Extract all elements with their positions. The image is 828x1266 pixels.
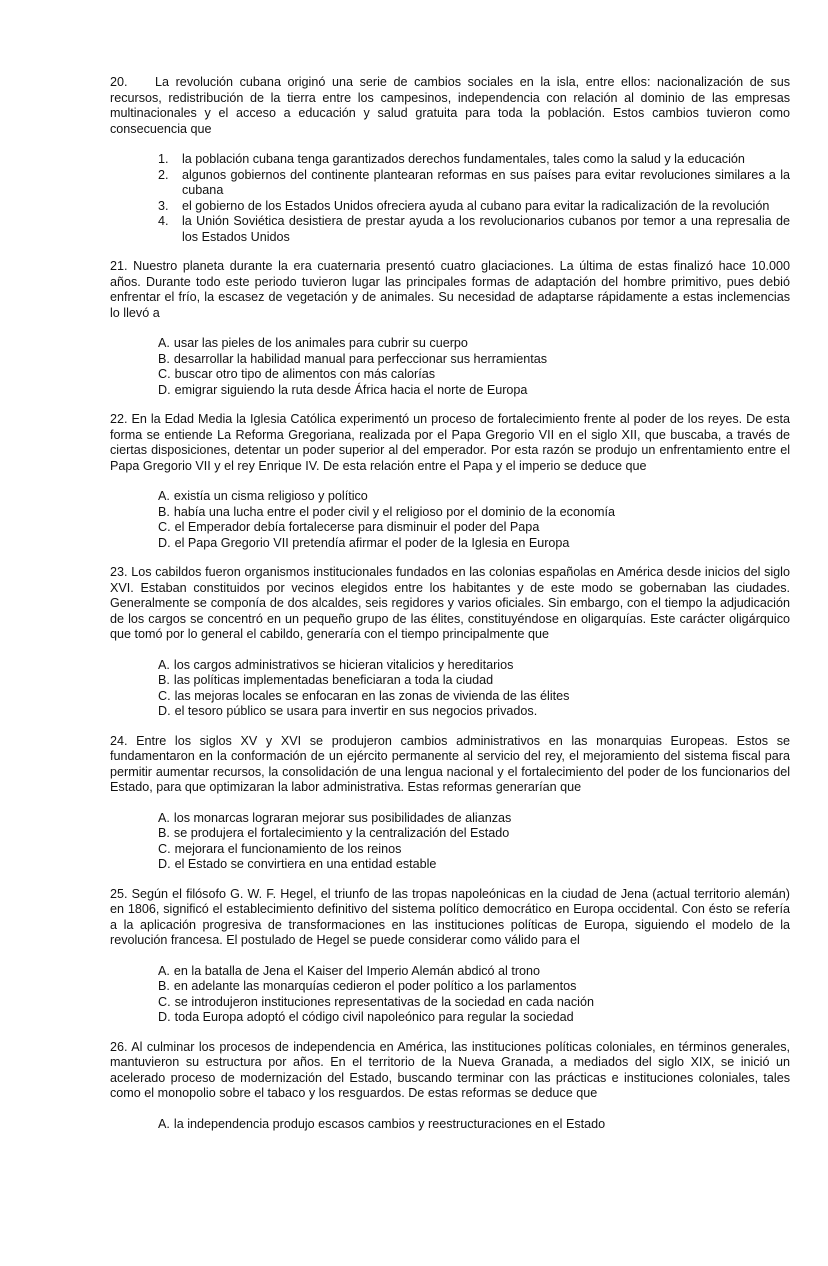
answer-option bbox=[110, 964, 790, 980]
question-text: Según el filósofo G. W. F. Hegel, el triunfo de las tropas napoleónicas en la ciudad de Jena (actual territorio alemán) en 1806, significó el establecimiento definitivo del sistema político democrático en Europa occidental. Con ésto se refería a la aplicación progresiva de transformaciones en las instituciones políticas de Europa, siguiendo el modelo de la revolución francesa. El postulado de Hegel se puede considerar como válido para el bbox=[110, 886, 790, 947]
option-text: toda Europa adoptó el código civil napoleónico para regular la sociedad bbox=[174, 1010, 574, 1024]
answer-option bbox=[110, 489, 790, 505]
option-label: C. bbox=[158, 688, 171, 703]
option-text: las mejoras locales se enfocaran en las zonas de vivienda de las élites bbox=[174, 688, 570, 703]
answer-option bbox=[110, 811, 790, 827]
answer-option bbox=[110, 168, 790, 199]
question-stem bbox=[110, 565, 790, 643]
answer-option bbox=[110, 1117, 790, 1133]
question-text: Entre los siglos XV y XVI se produjeron cambios administrativos en las monarquias Europeas. Estos se fundamentaron en la conformación de un ejército permanente al servicio del rey, el mejoramiento del sistema fiscal para permitir aumentar recursos, la consolidación de una lengua nacional y el fortalecimiento del poder de los funcionarios del Estado, para que optimizaran la labor administrativa. Estas reformas generarían que bbox=[110, 733, 790, 794]
question-number: 20. bbox=[110, 75, 128, 89]
option-text: buscar otro tipo de alimentos con más calorías bbox=[174, 367, 435, 381]
question-23 bbox=[110, 565, 790, 720]
option-text: la Unión Soviética desistiera de prestar ayuda a los revolucionarios cubanos por temor a una represalia de los Estados Unidos bbox=[182, 214, 790, 244]
answer-options bbox=[110, 489, 790, 551]
option-text: se produjera el fortalecimiento y la centralización del Estado bbox=[173, 826, 510, 840]
option-text: el gobierno de los Estados Unidos ofreciera ayuda al cubano para evitar la radicalización de la revolución bbox=[182, 198, 770, 213]
option-text: mejorara el funcionamiento de los reinos bbox=[174, 841, 402, 856]
question-stem bbox=[110, 259, 790, 321]
option-text: en adelante las monarquías cedieron el poder político a los parlamentos bbox=[173, 979, 577, 993]
option-label: D. bbox=[158, 857, 171, 871]
option-label: B. bbox=[158, 673, 170, 687]
answer-options bbox=[110, 658, 790, 720]
question-24 bbox=[110, 734, 790, 873]
option-text: los cargos administrativos se hicieran vitalicios y hereditarios bbox=[173, 657, 514, 672]
option-text: el Estado se convirtiera en una entidad estable bbox=[174, 857, 437, 871]
question-number: 25. bbox=[110, 886, 128, 901]
option-label: B. bbox=[158, 826, 170, 840]
question-text: La revolución cubana originó una serie de cambios sociales en la isla, entre ellos: nacionalización de sus recursos, redistribución de la tierra entre los campesinos, independencia con relación al dominio de las empresas multinacionales y el acceso a educación y salud gratuita para toda la población. Estos cambios tuvieron como consecuencia que bbox=[110, 75, 790, 136]
option-label: 3. bbox=[158, 198, 169, 213]
option-label: C. bbox=[158, 994, 171, 1009]
option-label: A. bbox=[158, 963, 170, 978]
option-text: la población cubana tenga garantizados derechos fundamentales, tales como la salud y la educación bbox=[182, 152, 745, 166]
question-stem bbox=[110, 1040, 790, 1102]
answer-option bbox=[110, 214, 790, 245]
option-text: existía un cisma religioso y político bbox=[173, 489, 368, 503]
option-text: la independencia produjo escasos cambios y reestructuraciones en el Estado bbox=[173, 1116, 606, 1131]
answer-option bbox=[110, 383, 790, 399]
question-20 bbox=[110, 75, 790, 245]
option-text: había una lucha entre el poder civil y el religioso por el dominio de la economía bbox=[173, 504, 615, 519]
option-label: D. bbox=[158, 535, 171, 550]
option-text: emigrar siguiendo la ruta desde África hacia el norte de Europa bbox=[174, 382, 528, 397]
answer-options bbox=[110, 964, 790, 1026]
option-label: 2. bbox=[158, 167, 169, 182]
answer-options bbox=[110, 152, 790, 245]
option-text: las políticas implementadas beneficiaran a toda la ciudad bbox=[173, 673, 494, 687]
option-label: 1. bbox=[158, 152, 169, 166]
option-text: algunos gobiernos del continente plantearan reformas en sus países para evitar revoluciones similares a la cubana bbox=[182, 167, 790, 197]
option-label: 4. bbox=[158, 214, 169, 228]
answer-option bbox=[110, 842, 790, 858]
answer-option bbox=[110, 367, 790, 383]
answer-option bbox=[110, 689, 790, 705]
option-label: A. bbox=[158, 336, 170, 350]
option-label: A. bbox=[158, 489, 170, 503]
question-stem bbox=[110, 412, 790, 474]
option-text: el tesoro público se usara para invertir en sus negocios privados. bbox=[174, 704, 538, 718]
option-label: C. bbox=[158, 367, 171, 381]
question-stem bbox=[110, 887, 790, 949]
question-text: Al culminar los procesos de independencia en América, las instituciones políticas coloniales, en términos generales, mantuvieron su estructura por años. En el territorio de la Nueva Granada, a mediados del siglo XIX, se inició un acelerado proceso de modernización del Estado, buscando terminar con las prácticas e instituciones coloniales, tales como el monopolio sobre el tabaco y los resguardos. De estas reformas se deduce que bbox=[110, 1039, 790, 1100]
option-label: B. bbox=[158, 979, 170, 993]
answer-options bbox=[110, 1117, 790, 1133]
answer-option bbox=[110, 199, 790, 215]
answer-option bbox=[110, 857, 790, 873]
exam-document bbox=[110, 75, 790, 1146]
answer-option bbox=[110, 704, 790, 720]
question-number: 24. bbox=[110, 733, 128, 748]
answer-option bbox=[110, 979, 790, 995]
answer-option bbox=[110, 336, 790, 352]
option-label: A. bbox=[158, 657, 170, 672]
question-25 bbox=[110, 887, 790, 1026]
question-26 bbox=[110, 1040, 790, 1133]
option-label: A. bbox=[158, 1116, 170, 1131]
answer-options bbox=[110, 336, 790, 398]
option-label: C. bbox=[158, 520, 171, 534]
option-label: A. bbox=[158, 810, 170, 825]
answer-options bbox=[110, 811, 790, 873]
answer-option bbox=[110, 658, 790, 674]
answer-option bbox=[110, 673, 790, 689]
answer-option bbox=[110, 826, 790, 842]
answer-option bbox=[110, 536, 790, 552]
answer-option bbox=[110, 520, 790, 536]
question-text: Los cabildos fueron organismos institucionales fundados en las colonias españolas en América desde inicios del siglo XVI. Estaban constituidos por vecinos elegidos entre los habitantes y de este modo se gobernaban las ciudades. Generalmente se componía de dos alcaldes, seis regidores y varios oficiales. Sin embargo, con el tiempo la adjudicación de los cargos se concentró en un pequeño grupo de las élites, constituyéndose en oligarquías. Este carácter oligárquico que tomó por lo general el cabildo, generaría con el tiempo principalmente que bbox=[110, 565, 790, 641]
answer-option bbox=[110, 1010, 790, 1026]
option-label: B. bbox=[158, 351, 170, 366]
option-text: usar las pieles de los animales para cubrir su cuerpo bbox=[173, 336, 468, 350]
option-text: los monarcas lograran mejorar sus posibilidades de alianzas bbox=[173, 810, 512, 825]
question-stem bbox=[110, 75, 790, 137]
option-text: desarrollar la habilidad manual para perfeccionar sus herramientas bbox=[173, 351, 548, 366]
question-21 bbox=[110, 259, 790, 398]
answer-option bbox=[110, 352, 790, 368]
option-label: D. bbox=[158, 1010, 171, 1024]
option-label: C. bbox=[158, 841, 171, 856]
question-number: 22. bbox=[110, 412, 128, 426]
question-number: 26. bbox=[110, 1039, 128, 1054]
option-label: B. bbox=[158, 504, 170, 519]
question-text: En la Edad Media la Iglesia Católica experimentó un proceso de fortalecimiento frente al poder de los reyes. De esta forma se entiende La Reforma Gregoriana, realizada por el Papa Gregorio VII en el siglo XII, que buscaba, a través de ciertas disposiciones, detentar un poder superior al del emperador. Por esta razón se produjo un enfrentamiento entre el Papa Gregorio VII y el rey Enrique IV. De esta relación entre el Papa y el imperio se deduce que bbox=[110, 412, 790, 473]
question-stem bbox=[110, 734, 790, 796]
question-22 bbox=[110, 412, 790, 551]
answer-option bbox=[110, 152, 790, 168]
option-text: el Papa Gregorio VII pretendía afirmar el poder de la Iglesia en Europa bbox=[174, 535, 570, 550]
question-number: 21. bbox=[110, 259, 128, 273]
question-number: 23. bbox=[110, 565, 128, 579]
question-text: Nuestro planeta durante la era cuaternaria presentó cuatro glaciaciones. La última de estas finalizó hace 10.000 años. Durante todo este periodo tuvieron lugar las principales formas de adaptación del hombre primitivo, pues debió enfrentar el frío, la escasez de vegetación y de animales. Su necesidad de adaptarse rápidamente a estas inclemencias lo llevó a bbox=[110, 259, 791, 320]
answer-option bbox=[110, 505, 790, 521]
option-text: en la batalla de Jena el Kaiser del Imperio Alemán abdicó al trono bbox=[173, 963, 541, 978]
answer-option bbox=[110, 995, 790, 1011]
option-text: el Emperador debía fortalecerse para disminuir el poder del Papa bbox=[174, 520, 540, 534]
option-label: D. bbox=[158, 382, 171, 397]
option-text: se introdujeron instituciones representativas de la sociedad en cada nación bbox=[174, 994, 594, 1009]
option-label: D. bbox=[158, 704, 171, 718]
